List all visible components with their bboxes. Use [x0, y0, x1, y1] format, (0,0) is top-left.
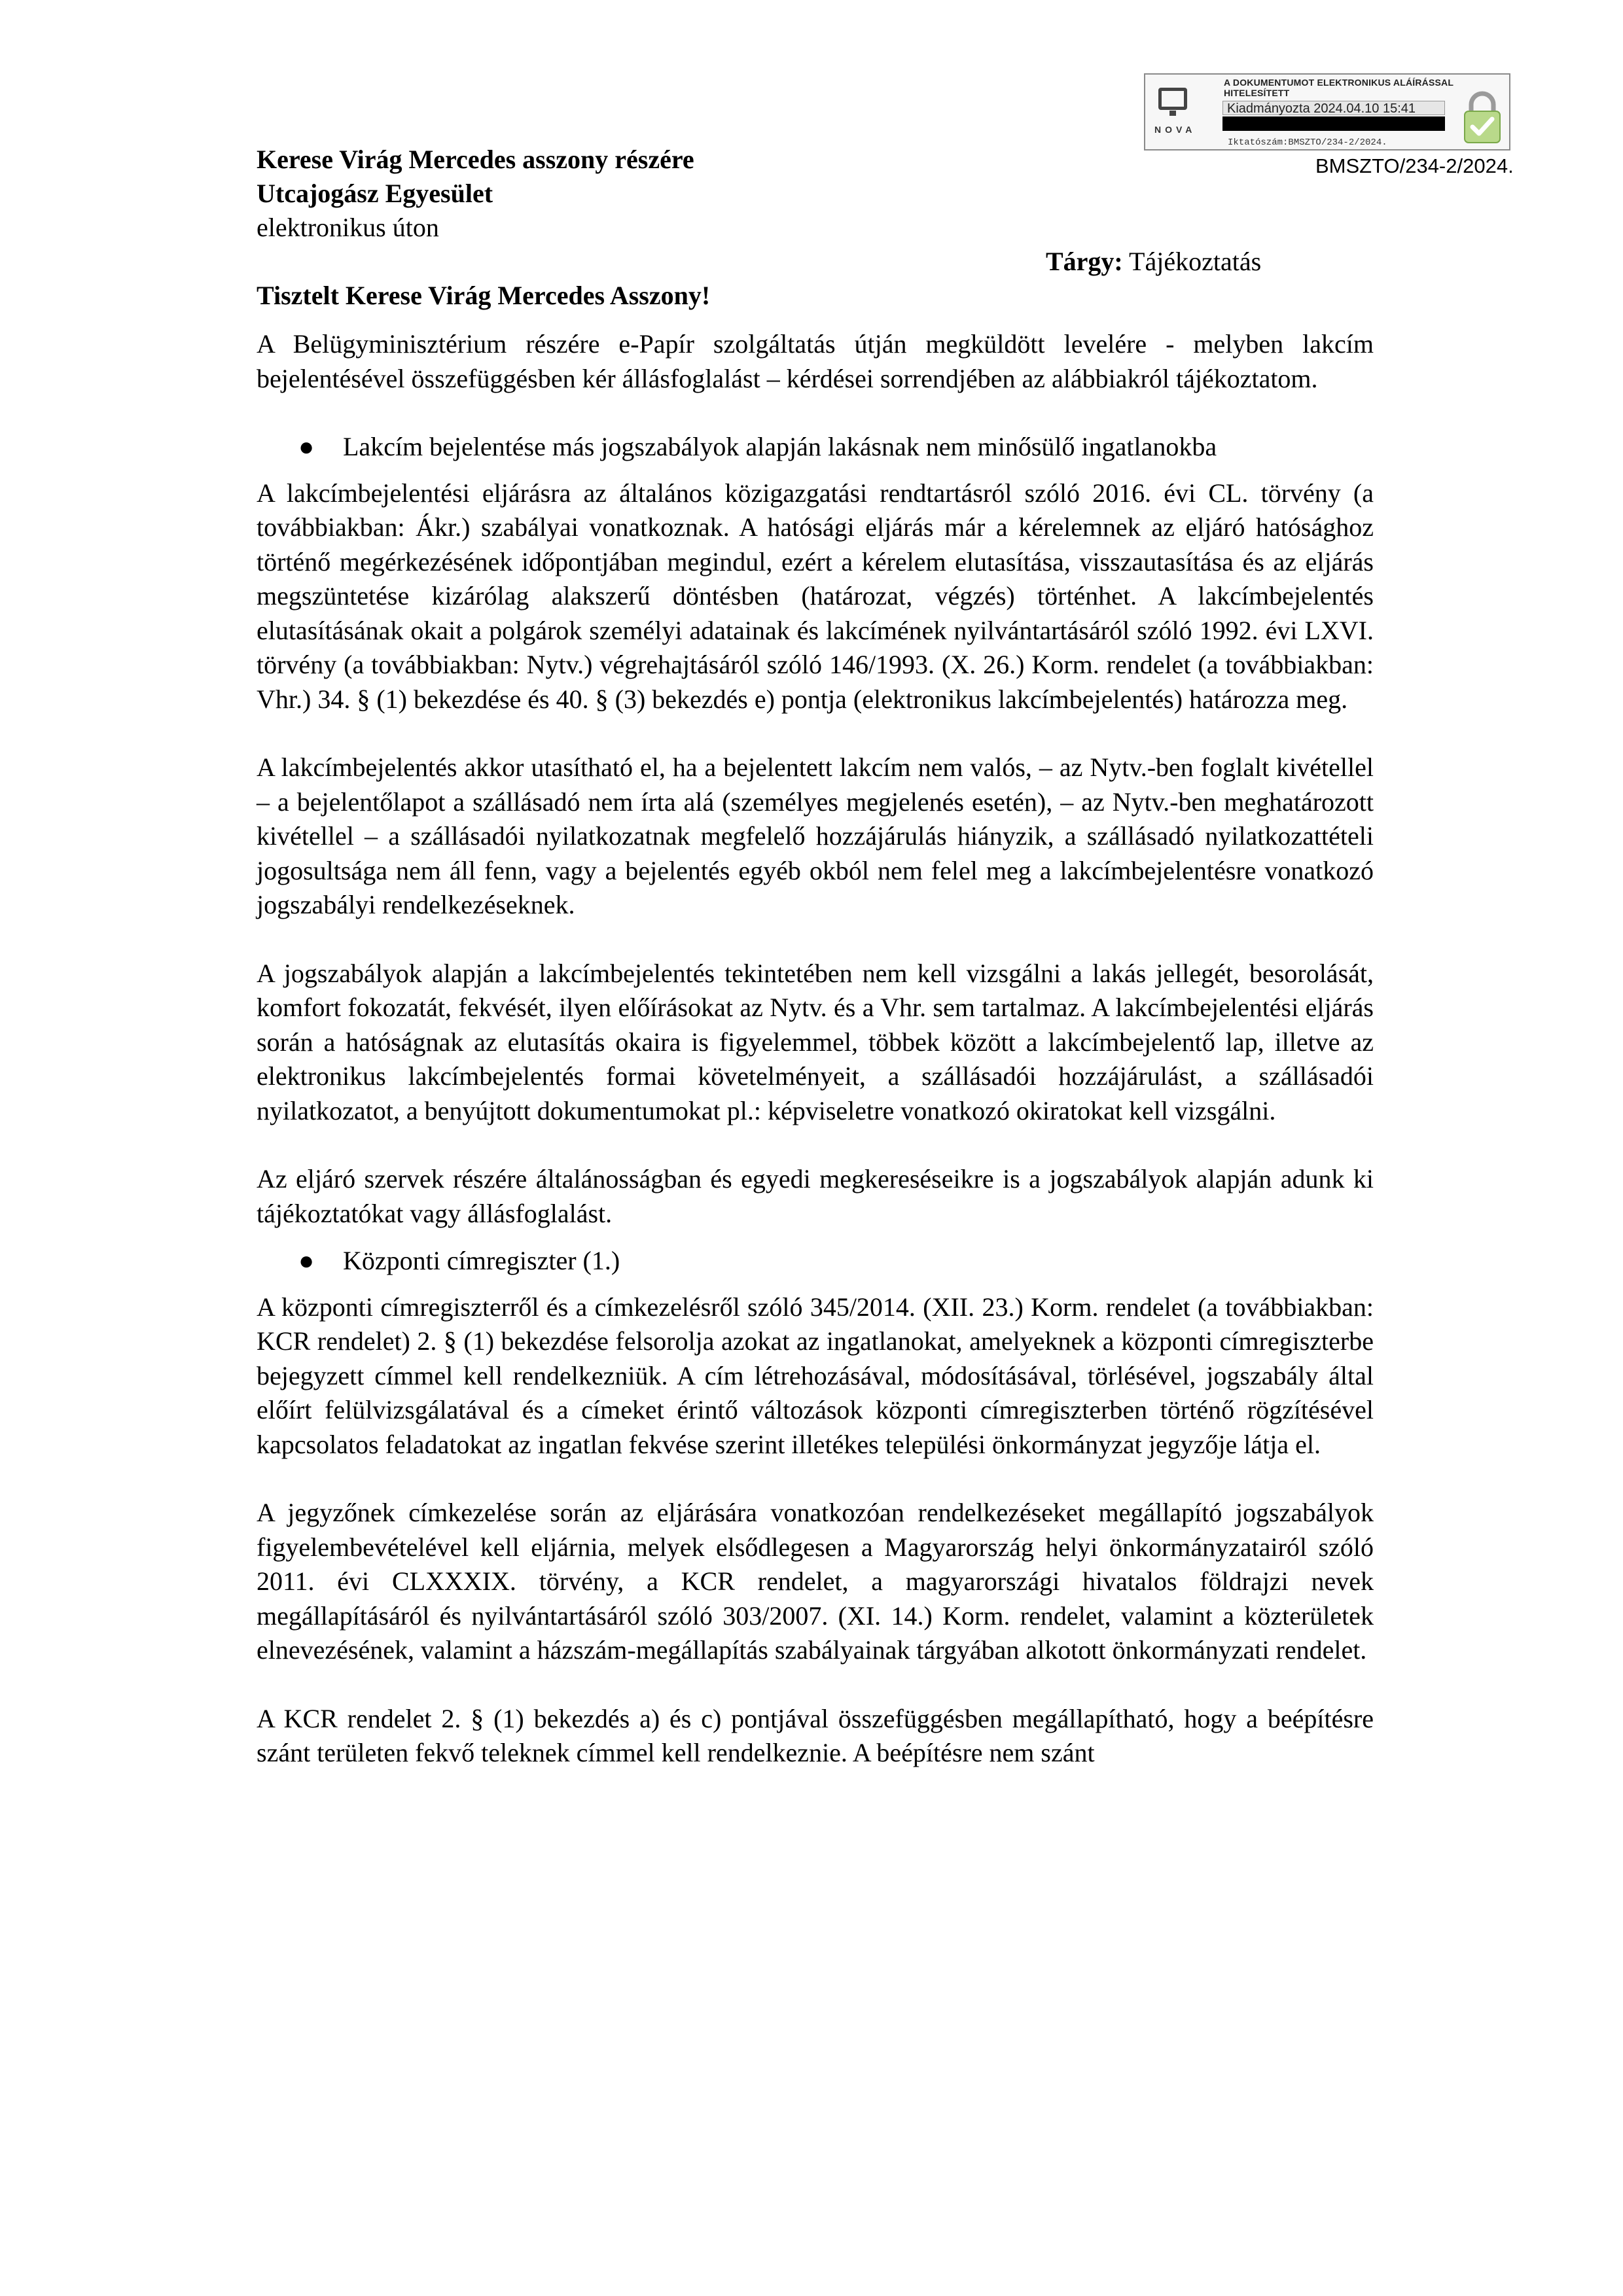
recipient-block [257, 143, 694, 245]
paragraph: A jogszabályok alapján a lakcímbejelentés tekintetében nem kell vizsgálni a lakás jellegét, besorolását, komfort fokozatát, fekvését, ilyen előírásokat az Nytv. és a Vhr. sem tartalmaz. A lakcímbejelentési eljárás során a hatóságnak az elutasítás okaira is figyelemmel, többek között a lakcímbejelentő lap, illetve az elektronikus lakcímbejelentés formai követelményeit, a szállásadói hozzájárulást, a szállásadói nyilatkozatot, a benyújtott dokumentumokat pl.: képviseletre vonatkozó okiratokat kell vizsgálni. [257, 958, 1374, 1125]
intro-paragraph: A Belügyminisztérium részére e-Papír szolgáltatás útján megküldött levelére - melyben lakcím bejelentésével összefüggésben kér állásfoglalást – kérdései sorrendjében az alábbiakról tájékoztatom. [257, 329, 1374, 393]
bullet-item [257, 1244, 1374, 1279]
recipient-organization: Utcajogász Egyesület [257, 179, 493, 208]
stamp-filing-number: Iktatószám:BMSZTO/234-2/2024. [1228, 137, 1387, 148]
stamp-brand: NOVA [1154, 124, 1196, 135]
stamp-issued: Kiadmányozta 2024.04.10 15:41 [1222, 101, 1445, 115]
bullet-item [257, 430, 1374, 465]
bullet-text: Központi címregiszter (1.) [343, 1246, 620, 1275]
bullet-icon: ● [298, 432, 315, 461]
paragraph: A központi címregiszterről és a címkezelésről szóló 345/2014. (XII. 23.) Korm. rendelet (a továbbiakban: KCR rendelet) 2. § (1) bekezdése felsorolja azokat az ingatlanokat, amelyeknek a központi címregiszterbe bejegyzett címmel kell rendelkezniük. A cím létrehozásával, módosításával, törlésével, jogszabály által előírt felülvizsgálatával és a címeket érintő változások központi címregiszterben történő rögzítésével kapcsolatos feladatokat az ingatlan fekvése szerint illetékes települési önkormányzat jegyzője látja el. [257, 1292, 1374, 1459]
paragraph: A lakcímbejelentési eljárásra az általános közigazgatási rendtartásról szóló 2016. évi CL. törvény (a továbbiakban: Ákr.) szabályai vonatkoznak. A hatósági eljárás már a kérelemnek az eljáró hatósághoz történő megérkezésének időpontjában megindul, ezért a kérelem elutasítása, visszautasítása és az eljárás megszüntetése kizárólag alakszerű döntésben (határozat, végzés) történhet. A lakcímbejelentés elutasításának okait a polgárok személyi adatainak és lakcímének nyilvántartásáról szóló 1992. évi LXVI. törvény (a továbbiakban: Nytv.) végrehajtásáról szóló 146/1993. (X. 26.) Korm. rendelet (a továbbiakban: Vhr.) 34. § (1) bekezdése és 40. § (3) bekezdés e) pontja (elektronikus lakcímbejelentés) határozza meg. [257, 478, 1374, 714]
subject-line [1046, 246, 1261, 277]
signature-stamp [1144, 73, 1510, 150]
paragraph: A KCR rendelet 2. § (1) bekezdés a) és c) pontjával összefüggésben megállapítható, hogy a beépítésre szánt területen fekvő teleknek címmel kell rendelkeznie. A beépítésre nem szánt [257, 1703, 1374, 1767]
letter-body [257, 327, 1374, 1805]
stamp-redacted-bar [1222, 116, 1445, 131]
bullet-icon: ● [298, 1246, 315, 1275]
subject-value: Tájékoztatás [1129, 247, 1262, 276]
recipient-name: Kerese Virág Mercedes asszony részére [257, 145, 694, 174]
paragraph: Az eljáró szervek részére általánosságban és egyedi megkereséseikre is a jogszabályok alapján adunk ki tájékoztatókat vagy állásfoglalást. [257, 1164, 1374, 1228]
paragraph: A jegyzőnek címkezelése során az eljárására vonatkozóan rendelkezéseket megállapító jogszabályok figyelembevételével kell eljárnia, melyek elsődlegesen a Magyarország helyi önkormányzatairól szóló 2011. évi CLXXXIX. törvény, a KCR rendelet, a magyarországi hivatalos földrajzi nevek megállapításáról és nyilvántartásáról szóló 303/2007. (XI. 14.) Korm. rendelet, valamint a közterületek elnevezésének, valamint a házszám-megállapítás szabályainak tárgyában alkotott önkormányzati rendelet. [257, 1498, 1374, 1665]
reference-number: BMSZTO/234-2/2024. [1315, 154, 1514, 177]
lock-check-icon [1462, 89, 1503, 145]
subject-label: Tárgy: [1046, 247, 1123, 276]
greeting: Tisztelt Kerese Virág Mercedes Asszony! [257, 281, 711, 310]
nova-logo [1149, 80, 1221, 144]
monitor-icon [1158, 88, 1187, 110]
stamp-header: A DOKUMENTUMOT ELEKTRONIKUS ALÁÍRÁSSAL HITELESÍTETT [1224, 77, 1454, 98]
bullet-text: Lakcím bejelentése más jogszabályok alapján lakásnak nem minősülő ingatlanokba [343, 432, 1217, 461]
delivery-method: elektronikus úton [257, 213, 439, 242]
paragraph: A lakcímbejelentés akkor utasítható el, ha a bejelentett lakcím nem valós, – az Nytv.-ben foglalt kivétellel – a bejelentőlapot a szállásadó nem írta alá (személyes megjelenés esetén), – az Nytv.-ben meghatározott kivétellel – a szállásadói nyilatkozatnak megfelelő hozzájárulás hiányzik, a szállásadó nyilatkozattételi jogosultsága nem áll fenn, vagy a bejelentés egyéb okból nem felel meg a lakcímbejelentésre vonatkozó jogszabályi rendelkezéseknek. [257, 752, 1374, 919]
